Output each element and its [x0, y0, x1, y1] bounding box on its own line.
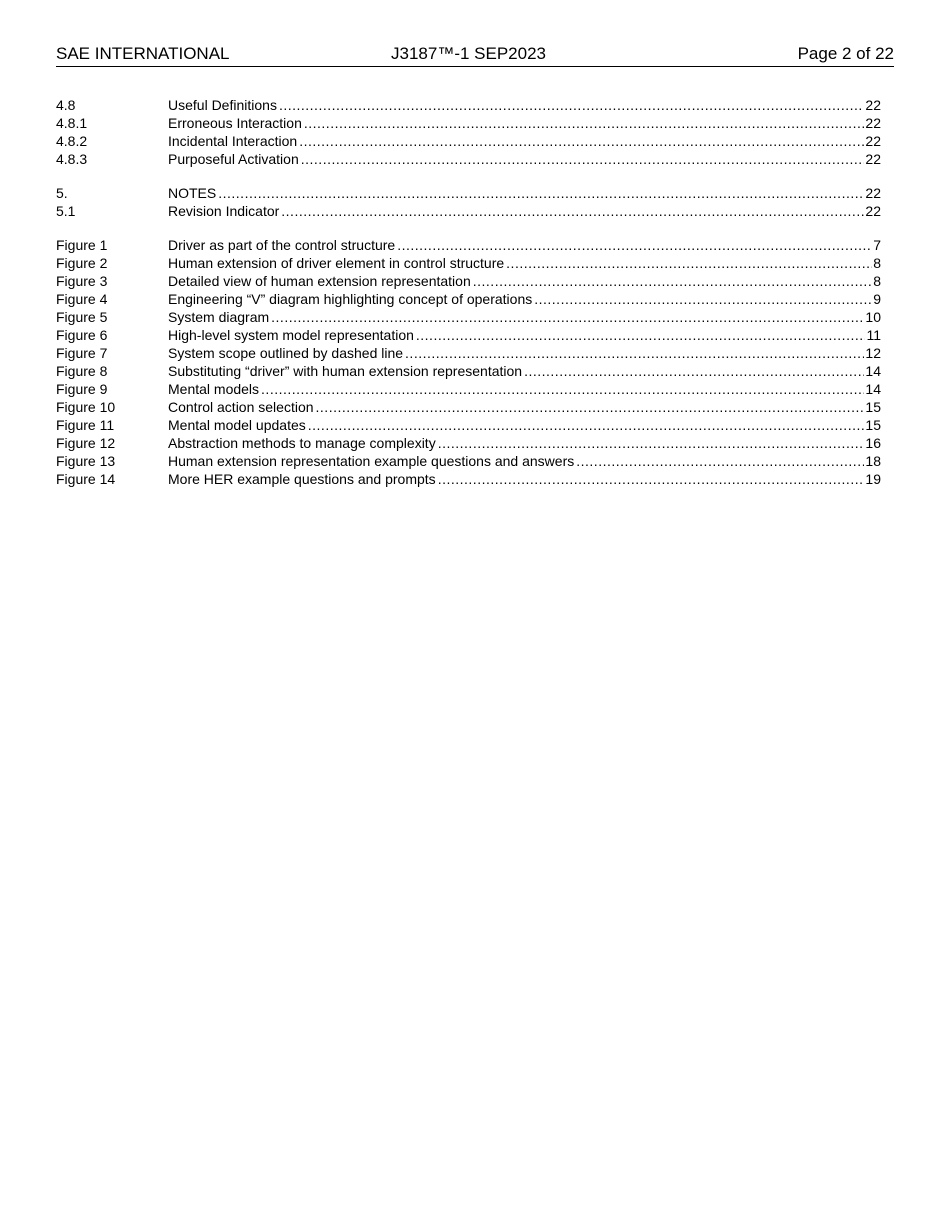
toc-entry-title: Erroneous Interaction	[168, 115, 302, 131]
toc-entry[interactable]	[56, 96, 881, 114]
toc-entry-page: 7	[873, 237, 881, 253]
toc-entry-page: 19	[865, 471, 881, 487]
toc-entry[interactable]	[56, 434, 881, 452]
toc-entry-page: 15	[865, 399, 881, 415]
toc-entry-number: Figure 9	[56, 381, 108, 397]
toc-section-figures	[56, 236, 881, 488]
toc-entry[interactable]	[56, 344, 881, 362]
toc-entry-title: Human extension representation example questions and answers	[168, 453, 575, 469]
toc-entry-number: 4.8.3	[56, 151, 88, 167]
toc-entry-page: 22	[865, 151, 881, 167]
header-organization: SAE INTERNATIONAL	[56, 44, 230, 63]
toc-entry[interactable]	[56, 326, 881, 344]
toc-entry-page: 8	[873, 255, 881, 271]
toc-dot-leader	[506, 254, 872, 272]
toc-entry[interactable]	[56, 380, 881, 398]
toc-entry[interactable]	[56, 290, 881, 308]
toc-dot-leader	[524, 362, 864, 380]
toc-dot-leader	[261, 380, 864, 398]
toc-entry-title: Mental model updates	[168, 417, 306, 433]
toc-dot-leader	[397, 236, 872, 254]
toc-entry[interactable]	[56, 470, 881, 488]
toc-entry-number: Figure 10	[56, 399, 116, 415]
toc-entry-page: 18	[865, 453, 881, 469]
toc-entry-number: Figure 4	[56, 291, 108, 307]
toc-entry-number: Figure 5	[56, 309, 108, 325]
header-document-id: J3187™-1 SEP2023	[391, 44, 546, 63]
toc-entry-number: Figure 14	[56, 471, 116, 487]
toc-entry-page: 22	[865, 97, 881, 113]
toc-entry-page: 14	[865, 381, 881, 397]
toc-dot-leader	[534, 290, 872, 308]
toc-entry-title: Mental models	[168, 381, 260, 397]
toc-section-notes	[56, 184, 881, 220]
toc-dot-leader	[405, 344, 864, 362]
toc-entry[interactable]	[56, 452, 881, 470]
toc-entry-title: Incidental Interaction	[168, 133, 298, 149]
toc-entry-number: Figure 3	[56, 273, 108, 289]
toc-entry-title: Control action selection	[168, 399, 314, 415]
toc-entry[interactable]	[56, 184, 881, 202]
toc-entry-title: System scope outlined by dashed line	[168, 345, 404, 361]
toc-entry-title: Purposeful Activation	[168, 151, 299, 167]
toc-entry-title: High-level system model representation	[168, 327, 414, 343]
toc-entry-number: Figure 12	[56, 435, 116, 451]
toc-entry[interactable]	[56, 236, 881, 254]
toc-dot-leader	[271, 308, 864, 326]
toc-entry-title: Useful Definitions	[168, 97, 277, 113]
toc-entry-number: Figure 6	[56, 327, 108, 343]
toc-entry-number: Figure 7	[56, 345, 108, 361]
toc-entry-number: Figure 1	[56, 237, 108, 253]
toc-dot-leader	[316, 398, 865, 416]
toc-entry-title: Engineering “V” diagram highlighting concept of operations	[168, 291, 533, 307]
toc-entry-title: Human extension of driver element in control structure	[168, 255, 505, 271]
toc-entry[interactable]	[56, 362, 881, 380]
toc-entry[interactable]	[56, 416, 881, 434]
toc-entry-number: Figure 8	[56, 363, 108, 379]
toc-dot-leader	[576, 452, 864, 470]
toc-entry-number: 5.	[56, 185, 68, 201]
toc-entry-number: 4.8	[56, 97, 76, 113]
toc-entry[interactable]	[56, 254, 881, 272]
toc-dot-leader	[304, 114, 865, 132]
toc-dot-leader	[438, 434, 865, 452]
toc-entry[interactable]	[56, 114, 881, 132]
toc-entry-page: 15	[865, 417, 881, 433]
toc-entry-number: Figure 13	[56, 453, 116, 469]
table-of-contents	[56, 96, 881, 504]
header-page-number: Page 2 of 22	[797, 44, 894, 63]
toc-dot-leader	[473, 272, 872, 290]
toc-dot-leader	[299, 132, 864, 150]
toc-entry-title: Revision Indicator	[168, 203, 280, 219]
toc-entry-title: Driver as part of the control structure	[168, 237, 396, 253]
toc-entry-page: 9	[873, 291, 881, 307]
toc-entry-number: Figure 2	[56, 255, 108, 271]
toc-entry-number: 5.1	[56, 203, 76, 219]
toc-entry-title: NOTES	[168, 185, 217, 201]
toc-entry-number: Figure 11	[56, 417, 115, 433]
toc-entry-page: 22	[865, 115, 881, 131]
toc-entry-title: Detailed view of human extension representation	[168, 273, 471, 289]
toc-entry-title: System diagram	[168, 309, 270, 325]
toc-entry[interactable]	[56, 272, 881, 290]
toc-entry[interactable]	[56, 150, 881, 168]
toc-entry[interactable]	[56, 398, 881, 416]
toc-dot-leader	[438, 470, 865, 488]
toc-entry-number: 4.8.2	[56, 133, 88, 149]
toc-entry[interactable]	[56, 132, 881, 150]
toc-entry-title: Substituting “driver” with human extension representation	[168, 363, 523, 379]
toc-entry-title: More HER example questions and prompts	[168, 471, 436, 487]
toc-entry-page: 14	[865, 363, 881, 379]
toc-entry-page: 12	[865, 345, 881, 361]
toc-entry[interactable]	[56, 202, 881, 220]
toc-dot-leader	[218, 184, 864, 202]
toc-entry-number: 4.8.1	[56, 115, 88, 131]
toc-entry[interactable]	[56, 308, 881, 326]
toc-entry-page: 22	[865, 203, 881, 219]
toc-entry-page: 10	[865, 309, 881, 325]
toc-entry-page: 22	[865, 185, 881, 201]
toc-section-definitions	[56, 96, 881, 168]
toc-entry-title: Abstraction methods to manage complexity	[168, 435, 436, 451]
toc-entry-page: 22	[865, 133, 881, 149]
toc-dot-leader	[281, 202, 864, 220]
toc-entry-page: 16	[865, 435, 881, 451]
toc-entry-page: 8	[873, 273, 881, 289]
toc-dot-leader	[416, 326, 866, 344]
toc-dot-leader	[308, 416, 865, 434]
toc-dot-leader	[279, 96, 864, 114]
toc-entry-page: 11	[866, 327, 881, 343]
page-header	[56, 44, 894, 67]
toc-dot-leader	[301, 150, 865, 168]
